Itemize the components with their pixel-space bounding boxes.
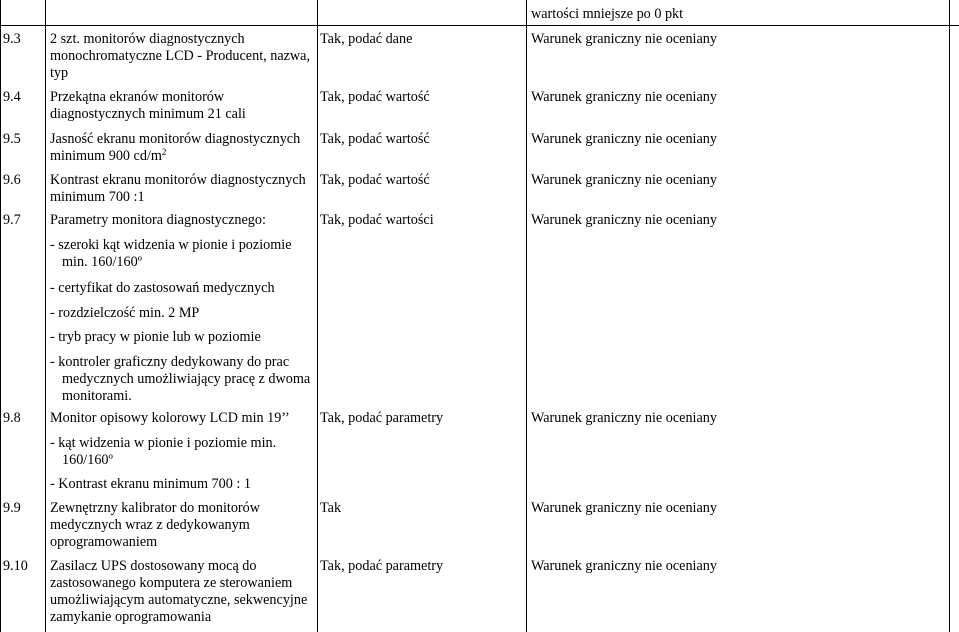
sub-item-line: - kontroler graficzny dedykowany do prac <box>50 354 290 370</box>
row-score: Warunek graniczny nie oceniany <box>531 500 717 516</box>
row-description-line: medycznych wraz z dedykowanym <box>50 517 250 533</box>
row-description-text: minimum 900 cd/m <box>50 148 162 164</box>
row-description-line: Zasilacz UPS dostosowany mocą do <box>50 558 257 574</box>
row-description-line: typ <box>50 65 69 81</box>
row-number: 9.5 <box>3 131 21 147</box>
sub-item-line: min. 160/160º <box>62 254 143 270</box>
row-description-line: zastosowanego komputera ze sterowaniem <box>50 575 293 591</box>
sub-item-line: medycznych umożliwiający pracę z dwoma <box>62 371 311 387</box>
row-number: 9.6 <box>3 172 21 188</box>
header-cell-tail: wartości mniejsze po 0 pkt <box>531 6 684 22</box>
column-divider-3 <box>526 0 527 632</box>
row-score: Warunek graniczny nie oceniany <box>531 31 717 47</box>
row-description-line <box>50 148 166 165</box>
row-number: 9.7 <box>3 212 21 228</box>
table-border-left <box>0 0 1 632</box>
row-description-line: monochromatyczne LCD - Producent, nazwa, <box>50 48 311 64</box>
column-divider-2 <box>317 0 318 632</box>
row-description-line: Monitor opisowy kolorowy LCD min 19’’ <box>50 410 290 426</box>
row-answer: Tak, podać wartość <box>320 131 430 147</box>
row-description-line: Zewnętrzny kalibrator do monitorów <box>50 500 260 516</box>
row-answer: Tak, podać dane <box>320 31 413 47</box>
sub-item-line: monitorami. <box>62 388 132 404</box>
sub-item-line: - szeroki kąt widzenia w pionie i poziomie <box>50 237 292 253</box>
row-answer: Tak <box>320 500 342 516</box>
header-row-divider <box>0 25 959 26</box>
sub-item-line: - tryb pracy w pionie lub w poziomie <box>50 329 261 345</box>
row-score: Warunek graniczny nie oceniany <box>531 410 717 426</box>
sub-item-line: - certyfikat do zastosowań medycznych <box>50 280 275 296</box>
row-description-line: Jasność ekranu monitorów diagnostycznych <box>50 131 301 147</box>
column-divider-1 <box>45 0 46 632</box>
row-number: 9.8 <box>3 410 21 426</box>
sub-item-line: - Kontrast ekranu minimum 700 : 1 <box>50 476 251 492</box>
row-answer: Tak, podać wartość <box>320 172 430 188</box>
row-score: Warunek graniczny nie oceniany <box>531 212 717 228</box>
row-score: Warunek graniczny nie oceniany <box>531 172 717 188</box>
row-description-line: Parametry monitora diagnostycznego: <box>50 212 266 228</box>
table-border-right <box>949 0 950 632</box>
row-score: Warunek graniczny nie oceniany <box>531 89 717 105</box>
row-number: 9.10 <box>3 558 28 574</box>
row-description-line: 2 szt. monitorów diagnostycznych <box>50 31 245 47</box>
row-description-line: zamykanie oprogramowania <box>50 609 212 625</box>
superscript: 2 <box>161 147 167 157</box>
row-description-line: Przekątna ekranów monitorów <box>50 89 225 105</box>
row-description-line: umożliwiającym automatyczne, sekwencyjne <box>50 592 308 608</box>
row-description-line: diagnostycznych minimum 21 cali <box>50 106 246 122</box>
sub-item-line: - rozdzielczość min. 2 MP <box>50 305 200 321</box>
sub-item-line: 160/160º <box>62 452 113 468</box>
row-description-line: oprogramowaniem <box>50 534 158 550</box>
row-answer: Tak, podać parametry <box>320 410 444 426</box>
row-number: 9.3 <box>3 31 21 47</box>
row-number: 9.9 <box>3 500 21 516</box>
row-score: Warunek graniczny nie oceniany <box>531 131 717 147</box>
sub-item-line: - kąt widzenia w pionie i poziomie min. <box>50 435 277 451</box>
row-answer: Tak, podać wartości <box>320 212 434 228</box>
row-score: Warunek graniczny nie oceniany <box>531 558 717 574</box>
row-answer: Tak, podać parametry <box>320 558 444 574</box>
row-answer: Tak, podać wartość <box>320 89 430 105</box>
row-description-line: Kontrast ekranu monitorów diagnostycznych <box>50 172 306 188</box>
row-description-line: minimum 700 :1 <box>50 189 145 205</box>
row-number: 9.4 <box>3 89 21 105</box>
